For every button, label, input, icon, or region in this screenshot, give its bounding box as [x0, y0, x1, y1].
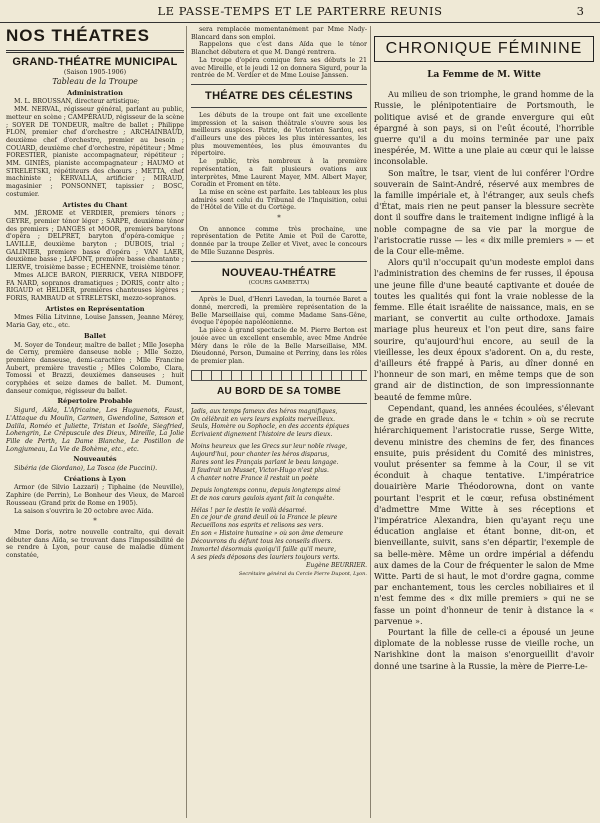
subsection-heading: Administration — [67, 88, 123, 97]
divider — [6, 50, 184, 53]
ornamental-rule — [191, 370, 367, 381]
season: (Saison 1905-1906) — [63, 69, 127, 76]
paragraph: MM. JÉROME et VERDIER, premiers ténors ; GEYRE, premier ténor léger ; SARPE, deuxième ténor des premiers ; DANGÈS et MOOR, premiers barytons d'opéra ; DELPRET, baryton d'opéra-comique ; LAVILLE, deuxième baryton ; DUBOIS, trial ; GALINIER, premiere basse d'opéra ; VAN LAER, deuxième basse ; LAFONT, première basse chantante ; LIERVE, troisième basse ; ECHENNE, troisième ténor. — [6, 210, 184, 272]
poem-line: Aujourd'hui, pour chanter les héros disparus, — [191, 451, 330, 459]
paragraph: Au milieu de son triomphe, le grand homme de la Russie, le plénipotentiaire de Portsmouth, le politique avisé et de grande envergure qui eût épargné à son pays, si on l'eût écouté, l'horrible guerre qu'il a du moins terminée par une paix inespérée, M. Witte a une plaie au cœur qui le laisse inconsolable. — [374, 89, 594, 167]
poem-line: Hélas ! par le destin le voilà désarmé. — [191, 506, 307, 514]
paragraph: Mme Doris, notre nouvelle contralto, qui devait débuter dans Aïda, se trouvant dans l'impossibilité de se rendre à Lyon, pour cause de maladie dûment constatée, — [6, 528, 184, 560]
paragraph: La mise en scène est parfaite. Les tableaux les plus admirés sont celui du Tribunal de l'Inquisition, celui de l'Hôtel de Ville et du Cortège. — [191, 188, 367, 212]
poem-author: Eugène BEURRIER. — [305, 561, 367, 569]
poem-line: Moins heureux que les Grecs sur leur noble rivage, — [191, 443, 348, 451]
theatre-heading: NOUVEAU-THÉATRE — [221, 266, 337, 279]
paragraph: Sigurd, Aïda, L'Africaine, Les Huguenots, Faust, L'Attaque du Moulin, Carmen, Gwendoline, Samson et Dalila, Roméo et Juliette, Tristan et Isolde, Siegfried, Lohengrin, Le Crépuscule des Dieux, Mireille, La Jolie Fille de Perth, La Dame Blanche, Le Postillon de Longjumeau, La Vie de Bohème, etc., etc. — [6, 407, 184, 453]
paragraph: Mmes ALICE BARON, PIERRICK, VERA NIBDOFF, FA NARD, sopranos dramatiques ; DORIS, contr alto ; RIGAUD et HELDER, premières chanteuses légères ; FORIS, RAMBAUD et STRELETSKI, mezzo-sopranos. — [6, 271, 184, 302]
theatre-heading: THÉATRE DES CÉLESTINS — [205, 89, 353, 102]
paragraph: Sibéria (de Giordano), La Tosca (de Puccini). — [14, 465, 158, 473]
paragraph: sera remplacée momentanément par Mme Nady-Blancard dans son emploi. — [191, 26, 367, 41]
column-separator — [370, 26, 371, 818]
poem-line: En son « Histoire humaine » où son âme demeure — [191, 530, 343, 538]
page-header — [0, 0, 600, 23]
divider — [191, 107, 367, 108]
paragraph: La troupe d'opéra comique fera ses débuts le 21 avec Mireille, et le jeudi 12 on donnera Sigurd, pour la rentrée de M. Verdier et de Mme Louise Janssen. — [191, 56, 367, 80]
journal-title: LE PASSE-TEMPS ET LE PARTERRE REUNIS — [157, 4, 443, 18]
paragraph: Armor (de Silvio Lazzari) ; Tiphaine (de Neuville), Zaphire (de Perrin), Le Bonheur des Vieux, de Marcel Rousseau (Grand prix de Rome en 1905). — [6, 484, 184, 507]
poem-line: Rares sont les Français parlant le beau langage. — [191, 459, 339, 467]
poem-line: Écrivaient dignement l'histoire de leurs dieux. — [191, 431, 333, 439]
paragraph: Son maître, le tsar, vient de lui conférer l'Ordre souverain de Saint-André, réservé aux membres de la famille impériale et, à l'étranger, aux seuls chefs d'État, mais rien ne peut panser la blessure secrète dont il souffre dans le traitement indigne infligé à la noble compagne de sa vie par la morgue de l'aristocratie russe — les « dix mille premiers » — et de la Cour elle-même. — [374, 167, 594, 257]
theatre-name: GRAND-THÉATRE MUNICIPAL — [12, 56, 178, 68]
subsection-heading: Artistes du Chant — [62, 200, 128, 209]
tableau-title: Tableau de la Troupe — [52, 76, 138, 86]
poem-line: Depuis longtemps connu, depuis longtemps aimé — [191, 486, 341, 494]
poem-line: Découvrons du défunt tous les conseils divers. — [191, 538, 333, 546]
subsection-heading: Nouveautés — [73, 455, 117, 464]
poem-line: On célébrait en vers leurs exploits merveilleux. — [191, 415, 336, 423]
divider — [191, 291, 367, 292]
subsection-heading: Créations à Lyon — [64, 474, 126, 483]
divider — [191, 84, 367, 85]
paragraph: Mmes Félia Litvinne, Louise Janssen, Jeanne Mérey, Maria Gay, etc., etc. — [6, 314, 184, 330]
poem-line: Jadis, aux temps fameux des héros magnifiques, — [191, 407, 338, 415]
chronique-title: CHRONIQUE FÉMININE — [374, 36, 594, 62]
paragraph: Les débuts de la troupe ont fait une excellente impression et la saison théâtrale s'ouvre sous les meilleurs auspices. Patrie, de Victorien Sardou, est d'ailleurs une des pièces les plus intéressantes, les plus mouvementées, les plus émouvantes du répertoire. — [191, 111, 367, 158]
section-heading: NOS THÉATRES — [6, 26, 150, 45]
poem-line: En ce jour de grand deuil où la France le pleure — [191, 514, 338, 522]
article-title: La Femme de M. Witte — [427, 70, 541, 80]
paragraph: La saison s'ouvrira le 20 octobre avec Aïda. — [14, 507, 154, 515]
divider — [191, 261, 367, 262]
paragraph: Le public, très nombreux à la première représentation, a fait plusieurs ovations aux interprètes, Mme Laurent Mayer, MM. Albert Mayer, Coradin et Froment en tête. — [191, 158, 367, 189]
column-chronique — [374, 26, 594, 818]
poem-line: A chanter notre France il restait un poète — [191, 474, 319, 482]
column-theatres-continued — [191, 26, 367, 818]
poem-line: Il faudrait un Musset, Victor-Hugo n'est plus. — [191, 466, 329, 474]
divider — [191, 403, 367, 404]
paragraph: On annonce comme très prochaine, une représentation de Petite Amie et Poil de Carotte, donnée par la troupe Zeller et Vivet, avec le concours de Mlle Suzanne Desprès. — [191, 225, 367, 256]
poem-line: Seuls, Homère ou Sophocle, en des accents épiques — [191, 423, 350, 431]
poem-line: Recueillons nos esprits et relisons ses vers. — [191, 522, 324, 530]
subsection-heading: Ballet — [83, 331, 107, 340]
paragraph: Cependant, quand, les années écoulées, s'élevant de grade en grade dans le « tchin » où se recrute hiérarchiquement l'aristocratie russe, Serge Witte, devenu ministre des chemins de fer, des finances ensuite, puis président du Comité des ministres, voulut présenter sa femme à la Cour, il se vit éconduit à chaque tentative. L'impératrice douairière Marie Théodorowna, dont on vante pourtant l'esprit et le cœur, refusa obstinément d'admettre Mme Witte à ses réceptions et l'impératrice Alexandra, bien qu'ayant reçu une éducation anglaise et étant bonne, dit-on, et bienveillante, suivit, sans s'en départir, l'exemple de sa belle-mère. Même un ordre impérial a défendu aux dames de la Cour de fréquenter le salon de Mme Witte. Parti de si haut, le mot d'ordre gagna, comme par enchantement, tous les cercles nobiliaires et il n'est femme des « dix mille premiers » qui ne se fasse un point d'honneur de tenir à distance la « parvenue ». — [374, 402, 594, 626]
star-separator: * — [277, 214, 281, 223]
poem-author-title: Secrétaire général du Cercle Pierre Dupont, Lyon. — [238, 570, 367, 577]
paragraph: M. L. BROUSSAN, directeur artistique; — [14, 98, 140, 106]
paragraph: M. Soyer de Tondeur, maître de ballet ; Mlle Josepha de Cerny, première danseuse noble ; Mlle Sozzo, première danseuse, demi-caractère ; Mlle Francine Aubert, première travestie ; Mlles Colombo, Clara, Tomossi et Brazzi, deuxièmes danseuses ; huit coryphées et seize dames de ballet. M. Dumont, danseur comique, régisseur du ballet. — [6, 341, 184, 395]
poem — [191, 408, 367, 562]
subsection-heading: Artistes en Représentation — [45, 304, 145, 313]
paragraph: Alors qu'il n'occupait qu'un modeste emploi dans l'administration des chemins de fer russes, il épousa une jeune fille d'une beauté captivante et douée de toutes les qualités qui font la vraie noblesse de la femme. Elle était israélite de naissance, mais, en se mariant, se convertit au culte orthodoxe. Jamais mariage plus heureux et l'on peut dire, sans faire sourire, qu'aujourd'hui encore, au seuil de la vieillesse, les deux époux s'adorent. On a, du reste, d'ailleurs été frappé à Paris, au dîner donné en l'honneur de son mari, en même temps que de son grand air de distinction, de son impressionnante beauté de femme mûre. — [374, 257, 594, 402]
subsection-heading: Répertoire Probable — [57, 397, 133, 406]
column-theatres — [6, 26, 184, 818]
paragraph: Pourtant la fille de celle-ci a épousé un jeune diplomate de la noblesse russe de vieille roche, un Narishkine dont la maison s'enorgueillit d'avoir donné une tsarine à la Russie, la mère de Pierre-Le- — [374, 626, 594, 671]
page-number: 3 — [576, 4, 584, 18]
poem-title: AU BORD DE SA TOMBE — [216, 385, 342, 397]
star-separator: * — [93, 517, 97, 526]
column-separator — [186, 26, 187, 818]
poem-line: Et de nos cœurs gaulois ayant fait la conquête. — [191, 494, 335, 502]
paragraph: La pièce à grand spectacle de M. Pierre Berton est jouée avec un excellent ensemble, avec Mme Andrée Méry dans le rôle de la Belle Marseillaise, MM. Dieudonné, Person, Dumaine et Perriny, dans les rôles de premier plan. — [191, 327, 367, 365]
paragraph: MM. NERVAL, régisseur général, parlant au public, metteur en scène ; CAMPÉRAUD, régisseur de la scène ; SOYER DE TONDEUR, maître de ballet ; Philippe FLON, premier chef d'orchestre ; ARCHAINBAUD, deuxième chef d'orchestre, premier au besoin ; COUARD, deuxième chef d'orchestre, répétiteur ; Mme FORESTIER, pianiste accompagnateur, répétiteur ; MM. GINIÈS, pianiste accompagnateur ; HAUMO et STRELETSKI, répétiteurs des chœurs ; METTA, chef machiniste ; KERVALLA, artificier ; MIRAUD, magasinier ; PONSONNET, tapissier ; BOSC, costumier. — [6, 106, 184, 198]
theatre-address: (COURS GAMBETTA) — [248, 279, 310, 286]
poem-line: A ses pieds déposons des lauriers toujours verts. — [191, 554, 340, 562]
paragraph: Après le Duel, d'Henri Lavedan, la tournée Baret a donné, mercredi, la première représentation de la Belle Marseillaise qui, comme Madame Sans-Gêne, évoque l'épopée napoléonienne. — [191, 296, 367, 327]
poem-line: Immortel désormais quoiqu'il faille qu'il meure, — [191, 546, 337, 554]
paragraph: Rappelons que c'est dans Aïda que le ténor Blanchet débutera et que M. Dangé rentrera. — [191, 41, 367, 57]
